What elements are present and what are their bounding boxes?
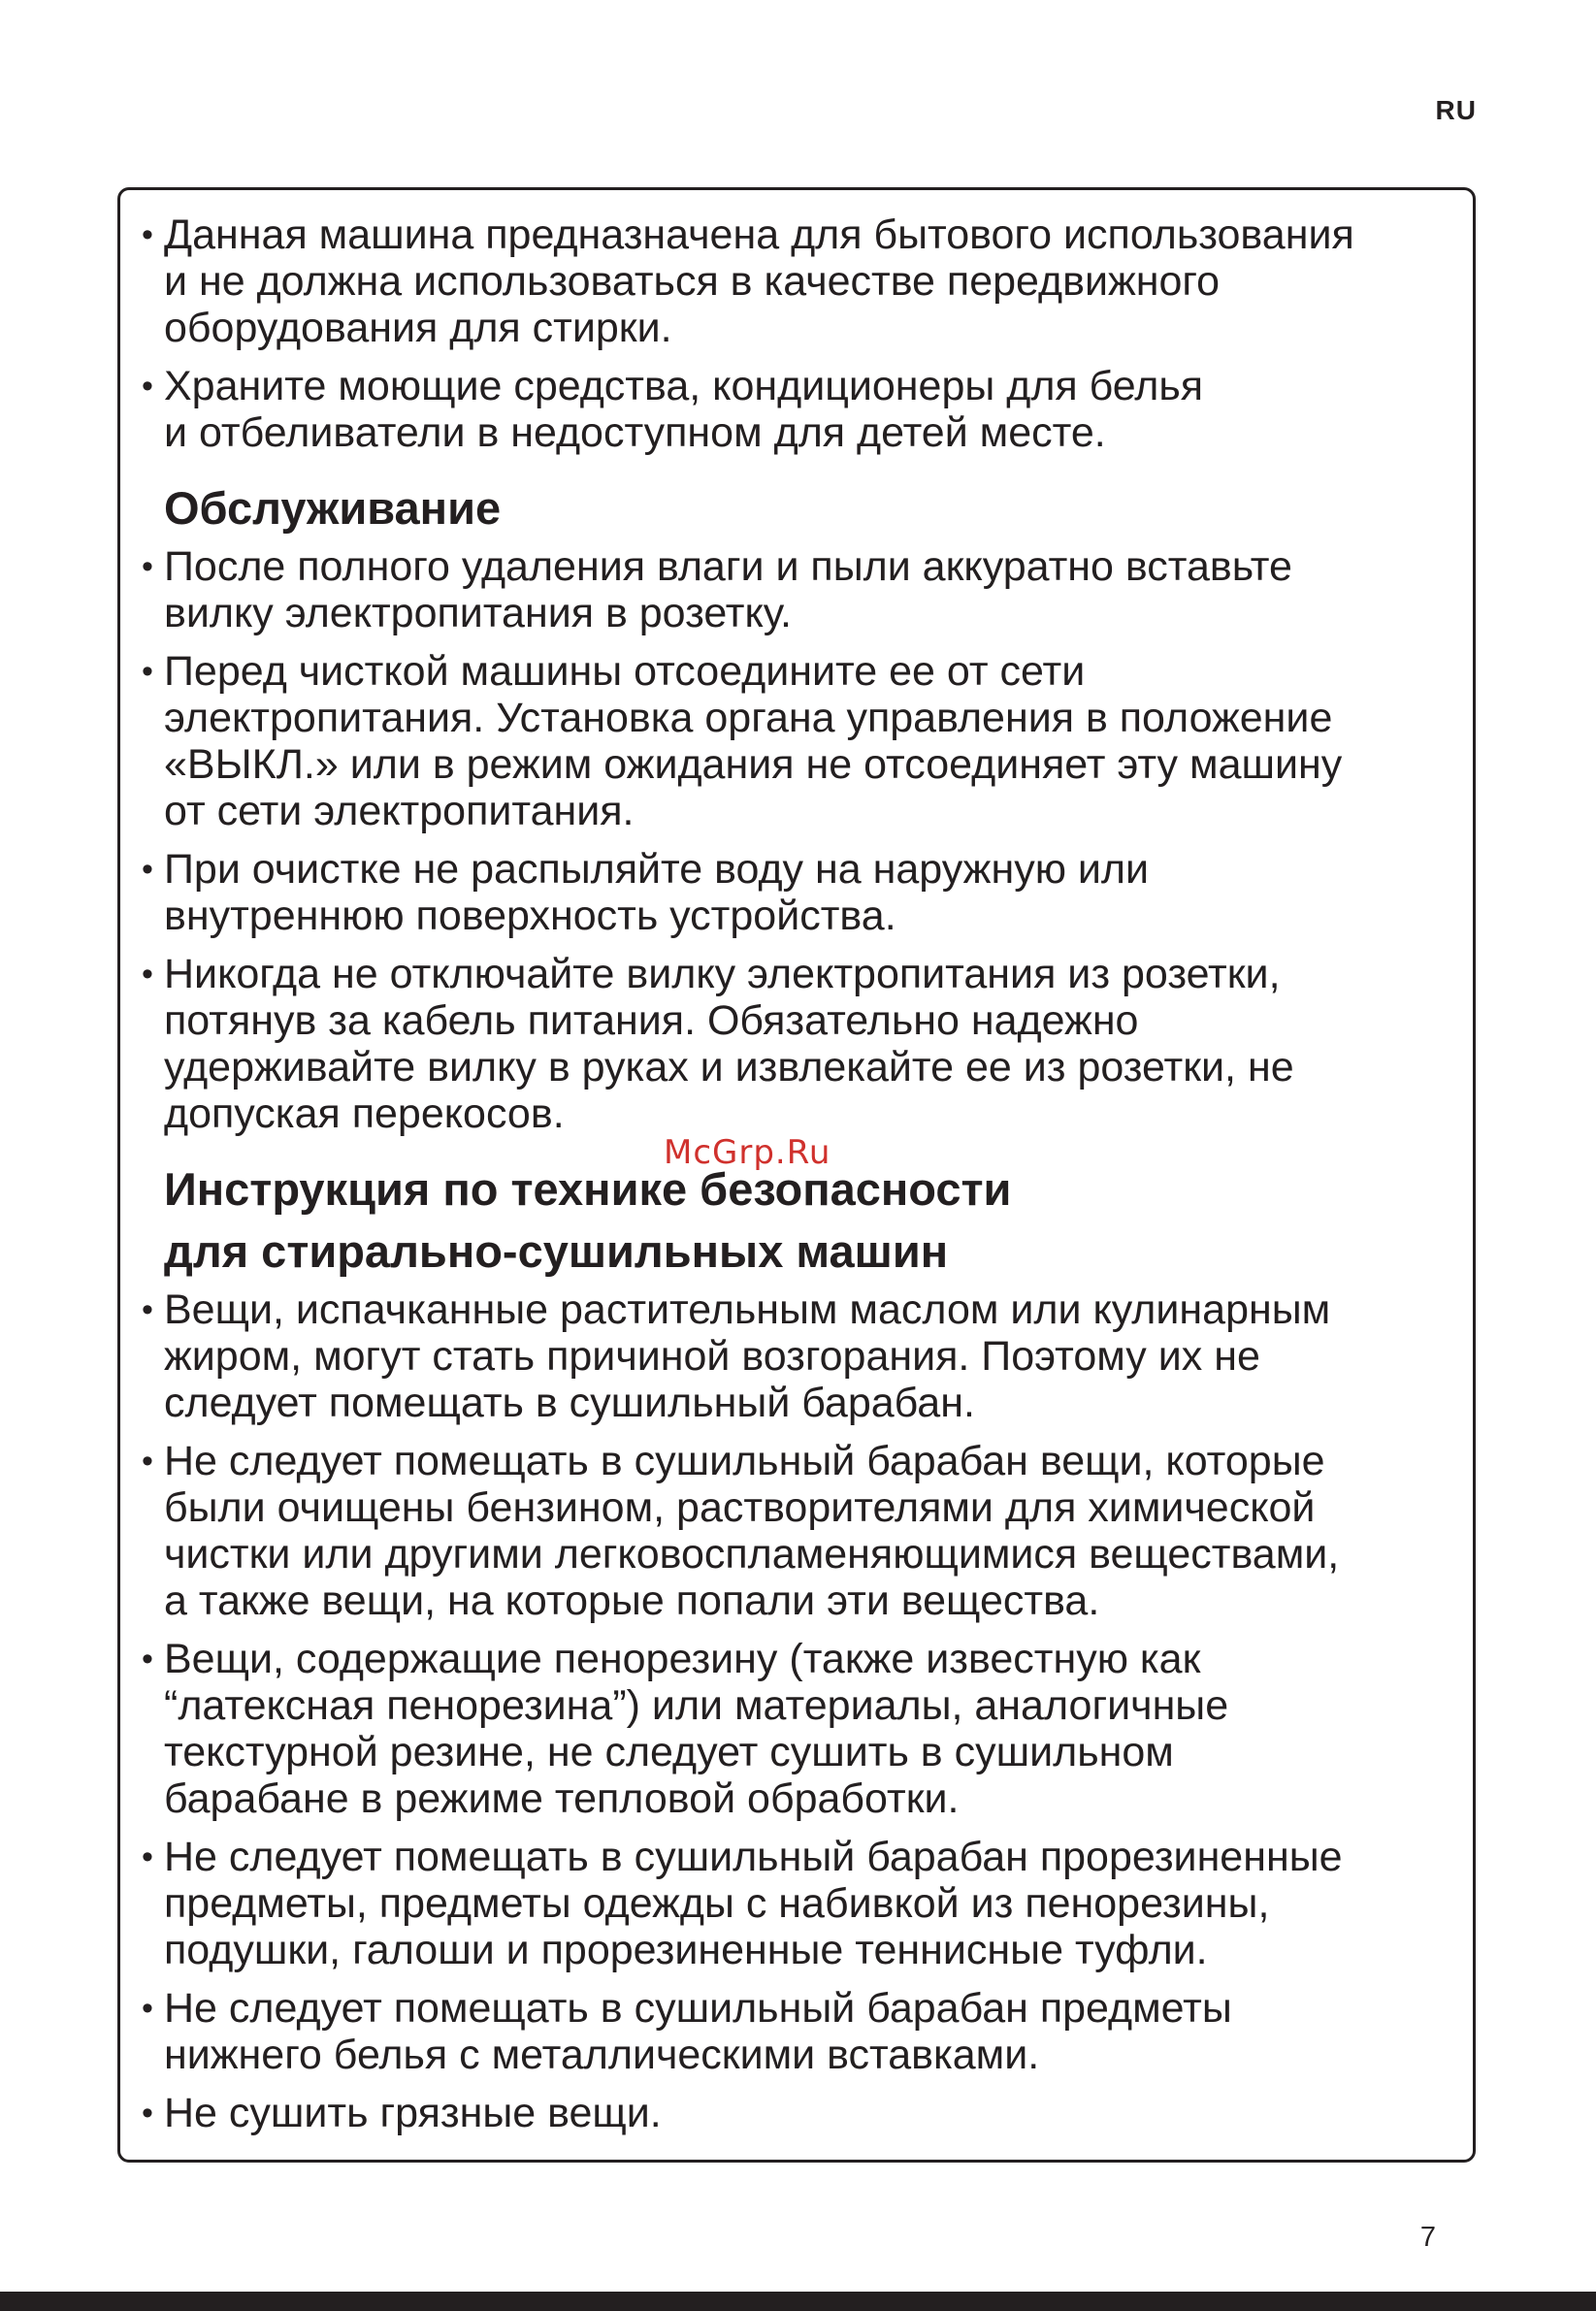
list-item <box>142 363 1434 456</box>
safety-instructions-box <box>117 187 1476 2163</box>
list-item-text: Не следует помещать в сушильный барабан предметы нижнего белья с металлическими вставками. <box>164 1985 1232 2078</box>
maintenance-heading: Обслуживание <box>164 482 502 534</box>
list-item-text: Не следует помещать в сушильный барабан прорезиненные предметы, предметы одежды с набивкой из пенорезины, подушки, галоши и прорезиненные теннисные туфли. <box>164 1834 1343 1973</box>
list-item <box>142 1636 1434 1822</box>
list-item <box>142 846 1434 939</box>
bullet-icon: • <box>142 368 153 405</box>
bullet-icon: • <box>142 216 153 253</box>
bullet-icon: • <box>142 548 153 585</box>
bullet-icon: • <box>142 1990 153 2027</box>
page-number: 7 <box>1419 2222 1436 2253</box>
list-item <box>142 543 1434 636</box>
bullet-icon: • <box>142 956 153 993</box>
list-item <box>142 2090 1434 2136</box>
safety-heading: Инструкция по технике безопасности для стирально-сушильных машин <box>164 1163 1012 1277</box>
list-item <box>142 1438 1434 1624</box>
list-item <box>142 1985 1434 2078</box>
bullet-icon: • <box>142 1839 153 1875</box>
list-item-text: Данная машина предназначена для бытового использования и не должна использоваться в качестве передвижного оборудования для стирки. <box>164 212 1354 351</box>
bullet-icon: • <box>142 2095 153 2132</box>
language-tag: RU <box>1435 95 1477 125</box>
list-item-text: Храните моющие средства, кондиционеры для белья и отбеливатели в недоступном для детей месте. <box>164 363 1204 456</box>
list-item <box>142 212 1434 351</box>
list-item-text: Вещи, содержащие пенорезину (также известную как “латексная пенорезина”) или материалы, аналогичные текстурной резине, не следует сушить в сушильном барабане в режиме тепловой обработки. <box>164 1636 1229 1822</box>
list-item-text: Вещи, испачканные растительным маслом или кулинарным жиром, могут стать причиной возгорания. Поэтому их не следует помещать в сушильный барабан. <box>164 1286 1331 1426</box>
bullet-icon: • <box>142 1641 153 1677</box>
list-item <box>142 1286 1434 1426</box>
bullet-icon: • <box>142 1443 153 1480</box>
bullet-icon: • <box>142 653 153 690</box>
list-item <box>142 1834 1434 1973</box>
list-item-text: Не следует помещать в сушильный барабан вещи, которые были очищены бензином, растворителями для химической чистки или другими легковоспламеняющимися веществами, а также вещи, на которые попали эти вещества. <box>164 1438 1340 1624</box>
bottom-divider <box>0 2292 1596 2311</box>
list-item <box>142 648 1434 834</box>
list-item <box>142 951 1434 1137</box>
bullet-icon: • <box>142 851 153 888</box>
list-item-text: При очистке не распыляйте воду на наружную или внутреннюю поверхность устройства. <box>164 846 1150 939</box>
list-item-text: После полного удаления влаги и пыли аккуратно вставьте вилку электропитания в розетку. <box>164 543 1292 636</box>
list-item-text: Не сушить грязные вещи. <box>164 2090 662 2136</box>
watermark: McGrp.Ru <box>664 1133 831 1172</box>
list-item-text: Никогда не отключайте вилку электропитания из розетки, потянув за кабель питания. Обязательно надежно удерживайте вилку в руках и извлекайте ее из розетки, не допуская перекосов. <box>164 951 1294 1137</box>
list-item-text: Перед чисткой машины отсоедините ее от сети электропитания. Установка органа управления в положение «ВЫКЛ.» или в режим ожидания не отсоединяет эту машину от сети электропитания. <box>164 648 1343 834</box>
bullet-icon: • <box>142 1291 153 1328</box>
